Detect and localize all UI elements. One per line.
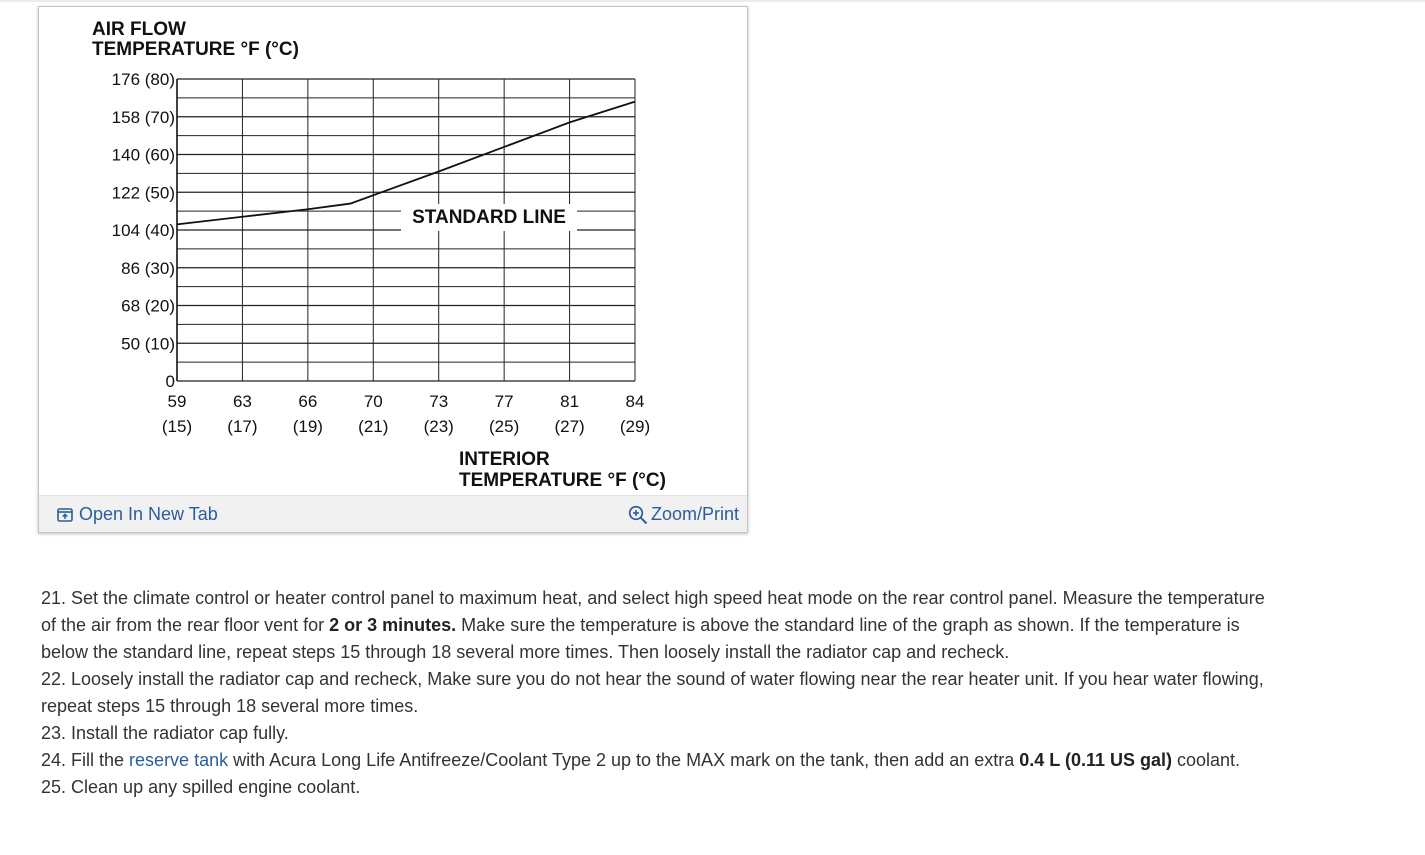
y-tick-label: 86 (30) <box>121 258 175 278</box>
open-new-tab-icon <box>57 508 73 522</box>
y-tick-label: 0 <box>165 372 175 391</box>
x-tick-label-c: (29) <box>619 417 651 436</box>
air-flow-temperature-chart <box>39 7 747 495</box>
step-21 <box>41 585 1281 666</box>
step-24-text-b: with Acura Long Life Antifreeze/Coolant Type 2 up to the MAX mark on the tank, then add an extra <box>228 750 1020 770</box>
x-tick-label-f: 66 <box>298 392 318 411</box>
y-tick-label: 122 (50) <box>111 183 175 203</box>
x-tick-label-c: (27) <box>554 417 585 436</box>
step-24-text-c: coolant. <box>1172 750 1241 770</box>
step-24-quantity: 0.4 L (0.11 US gal) <box>1019 750 1172 770</box>
top-divider <box>0 0 1425 2</box>
x-tick-label-f: 59 <box>167 392 187 411</box>
y-tick-label: 104 (40) <box>111 221 175 240</box>
open-in-new-tab-link[interactable] <box>57 504 218 525</box>
figure-footer <box>39 495 747 532</box>
procedure-steps <box>41 585 1281 801</box>
y-tick-label: 68 (20) <box>121 296 175 316</box>
step-21-text-b: Make sure the temperature is above the standard line of the graph as shown. If the temperature is below the standard line, repeat steps 15 through 18 several more times. Then loosely install the radiator cap and recheck. <box>41 615 1240 662</box>
y-axis-title-line: TEMPERATURE °F (°C) <box>92 39 299 60</box>
x-tick-label-c: (23) <box>423 417 454 436</box>
y-tick-label: 140 (60) <box>111 145 175 165</box>
x-axis-title-line: INTERIOR <box>459 449 550 470</box>
y-tick-label: 158 (70) <box>111 107 175 127</box>
x-tick-label-f: 84 <box>625 392 645 411</box>
zoom-print-link[interactable] <box>628 504 739 525</box>
step-21-duration: 2 or 3 minutes. <box>329 615 457 635</box>
x-tick-label-c: (17) <box>227 417 258 436</box>
step-24-text-a: 24. Fill the <box>41 750 130 770</box>
zoom-in-icon <box>628 505 648 525</box>
x-tick-label-f: 63 <box>232 392 252 411</box>
step-23: 23. Install the radiator cap fully. <box>41 723 289 743</box>
x-tick-label-c: (21) <box>358 417 389 436</box>
y-axis-title-line: AIR FLOW <box>92 19 186 40</box>
x-tick-label-f: 70 <box>363 392 383 411</box>
x-tick-label-f: 81 <box>560 392 580 411</box>
zoom-print-label: Zoom/Print <box>650 504 739 524</box>
y-tick-label: 50 (10) <box>121 334 175 354</box>
x-tick-label-f: 73 <box>429 392 449 411</box>
step-21-text-a: 21. Set the climate control or heater control panel to maximum heat, and select high speed heat mode on the rear control panel. Measure the temperature of the air from the rear floor vent for <box>41 588 1265 635</box>
open-in-new-tab-label: Open In New Tab <box>79 504 218 524</box>
x-tick-label-f: 77 <box>494 392 514 411</box>
reserve-tank-link[interactable]: reserve tank <box>129 750 229 770</box>
x-axis-title-line: TEMPERATURE °F (°C) <box>459 470 666 491</box>
step-24 <box>41 747 1281 774</box>
step-25: 25. Clean up any spilled engine coolant. <box>41 777 361 797</box>
y-tick-label: 176 (80) <box>111 70 175 89</box>
standard-line-annotation: STANDARD LINE <box>412 207 566 228</box>
x-tick-label-c: (19) <box>292 417 323 436</box>
x-tick-label-c: (15) <box>161 417 193 436</box>
figure-card <box>38 6 748 533</box>
step-22: 22. Loosely install the radiator cap and recheck, Make sure you do not hear the sound of water flowing near the rear heater unit. If you hear water flowing, repeat steps 15 through 18 several more times. <box>41 669 1264 716</box>
x-tick-label-c: (25) <box>489 417 520 436</box>
